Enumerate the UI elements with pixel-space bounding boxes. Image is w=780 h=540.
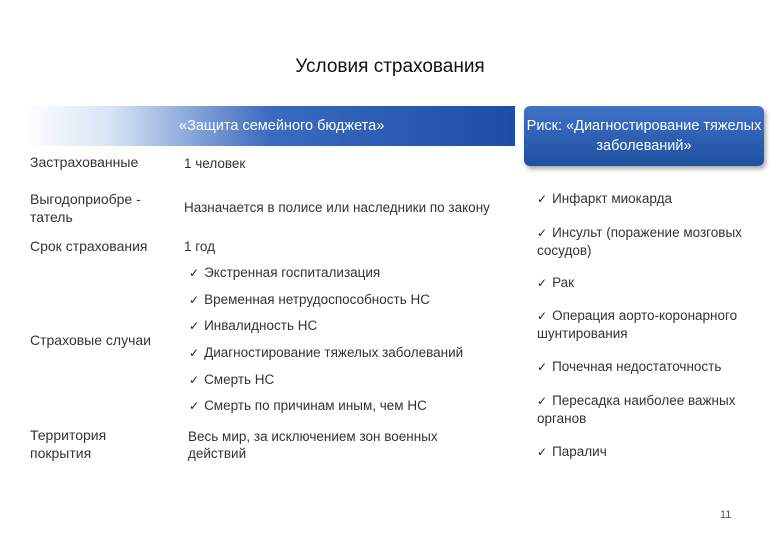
checkmark-icon: ✓: [537, 309, 548, 323]
disease-item: ✓ Пересадка наиболее важных органов: [537, 393, 736, 426]
checkmark-icon: ✓: [537, 226, 548, 240]
row-label-insured-events: Страховые случаи: [30, 332, 151, 348]
page-number: 11: [720, 509, 732, 521]
table-header-bar: [24, 106, 515, 146]
insured-event-item: ✓ Экстренная госпитализация: [189, 265, 381, 280]
checkmark-icon: ✓: [189, 373, 200, 387]
checkmark-icon: ✓: [537, 394, 548, 408]
row-label-beneficiary: Выгодоприобре - татель: [30, 191, 141, 225]
row-label-territory: Территория покрытия: [30, 427, 107, 461]
disease-item: ✓ Инсульт (поражение мозговых сосудов): [537, 225, 742, 258]
insured-event-item: ✓ Диагностирование тяжелых заболеваний: [189, 345, 464, 360]
checkmark-icon: ✓: [189, 399, 200, 413]
row-label-insured: Застрахованные: [30, 154, 139, 170]
risk-title: Риск: «Диагностирование тяжелых заболеваний»: [526, 118, 762, 154]
insured-event-item: ✓ Смерть НС: [189, 372, 275, 387]
row-value-term: 1 год: [184, 239, 215, 254]
checkmark-icon: ✓: [537, 445, 548, 459]
slide-title: Условия страхования: [295, 56, 485, 77]
checkmark-icon: ✓: [189, 266, 200, 280]
checkmark-icon: ✓: [189, 319, 200, 333]
checkmark-icon: ✓: [537, 360, 548, 374]
disease-item: ✓ Почечная недостаточность: [537, 359, 722, 374]
program-name: «Защита семейного бюджета»: [179, 118, 385, 134]
disease-item: ✓ Рак: [537, 275, 575, 290]
checkmark-icon: ✓: [537, 276, 548, 290]
row-value-beneficiary: Назначается в полисе или наследники по закону: [184, 200, 490, 215]
insured-event-item: ✓ Инвалидность НС: [189, 318, 318, 333]
insured-event-item: ✓ Временная нетрудоспособность НС: [189, 292, 430, 307]
checkmark-icon: ✓: [537, 192, 548, 206]
row-value-insured: 1 человек: [184, 156, 246, 171]
row-label-term: Срок страхования: [30, 238, 148, 254]
disease-item: ✓ Паралич: [537, 444, 607, 459]
checkmark-icon: ✓: [189, 293, 200, 307]
disease-item: ✓ Операция аорто-коронарного шунтирования: [537, 308, 738, 341]
disease-item: ✓ Инфаркт миокарда: [537, 191, 672, 206]
risk-title-box: [524, 106, 764, 166]
insured-event-item: ✓ Смерть по причинам иным, чем НС: [189, 398, 427, 413]
row-value-territory: Весь мир, за исключением зон военных действий: [188, 429, 438, 461]
checkmark-icon: ✓: [189, 346, 200, 360]
